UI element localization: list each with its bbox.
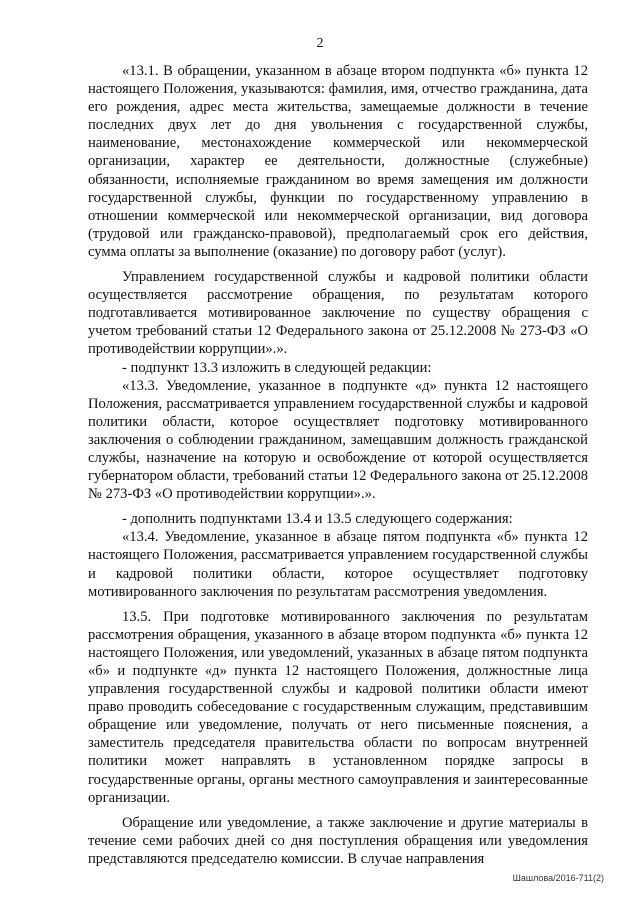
paragraph-13-4: «13.4. Уведомление, указанное в абзаце пятом подпункта «б» пункта 12 настоящего Положения, рассматривается управлением государственной службы и кадровой политики области, которое осуществляет подготовку мотивированного заключения по результатам рассмотрения уведомления.	[88, 529, 588, 600]
paragraph-13-1: «13.1. В обращении, указанном в абзаце втором подпункта «б» пункта 12 настоящего Положения, указываются: фамилия, имя, отчество гражданина, дата его рождения, адрес места жительства, замещаемые должности в течение последних двух лет до дня увольнения с государственной службы, наименование, местонахождение коммерческой или некоммерческой организации, характер ее деятельности, должностные (служебные) обязанности, исполняемые гражданином во время замещения им должности государственной службы, функции по государственному управлению в отношении коммерческой или некоммерческой организации, вид договора (трудовой или гражданско-правовой), предполагаемый срок его действия, сумма оплаты за выполнение (оказание) по договору работ (услуг).	[88, 63, 588, 260]
paragraph-review-procedure: Управлением государственной службы и кадровой политики области осуществляется рассмотрение обращения, по результатам которого подготавливается мотивированное заключение по существу обращения с учетом требований статьи 12 Федерального закона от 25.12.2008 № 273-ФЗ «О противодействии коррупции».».	[88, 269, 588, 358]
paragraph-add-13-4-13-5: - дополнить подпунктами 13.4 и 13.5 следующего содержания:	[122, 511, 513, 528]
paragraph-13-5: 13.5. При подготовке мотивированного заключения по результатам рассмотрения обращения, указанного в абзаце втором подпункта «б» пункта 12 настоящего Положения, или уведомлений, указанных в абзаце пятом подпункта «б» и подпункте «д» пункта 12 настоящего Положения, должностные лица управления государственной службы и кадровой политики области имеют право проводить собеседование с государственным служащим, представившим обращение или уведомление, получать от него письменные пояснения, а заместитель председателя правительства области по вопросам внутренней политики может направлять в установленном порядке запросы в государственные органы, органы местного самоуправления и заинтересованные организации.	[88, 608, 588, 806]
paragraph-amend-13-3: - подпункт 13.3 изложить в следующей редакции:	[122, 359, 432, 376]
document-code: Шашлова/2016-711(2)	[512, 873, 604, 883]
page-number: 2	[316, 36, 324, 51]
paragraph-13-3: «13.3. Уведомление, указанное в подпункте «д» пункта 12 настоящего Положения, рассматривается управлением государственной службы и кадровой политики области, которое осуществляет подготовку мотивированного заключения о соблюдении гражданином, замещавшим должность гражданской службы, назначение на которую и освобождение от которой осуществляется губернатором области, требований статьи 12 Федерального закона от 25.12.2008 № 273-ФЗ «О противодействии коррупции».».	[88, 377, 588, 503]
paragraph-submission: Обращение или уведомление, а также заключение и другие материалы в течение семи рабочих дней со дня поступления обращения или уведомления представляются председателю комиссии. В случае направления	[88, 814, 588, 867]
document-body	[88, 62, 588, 868]
